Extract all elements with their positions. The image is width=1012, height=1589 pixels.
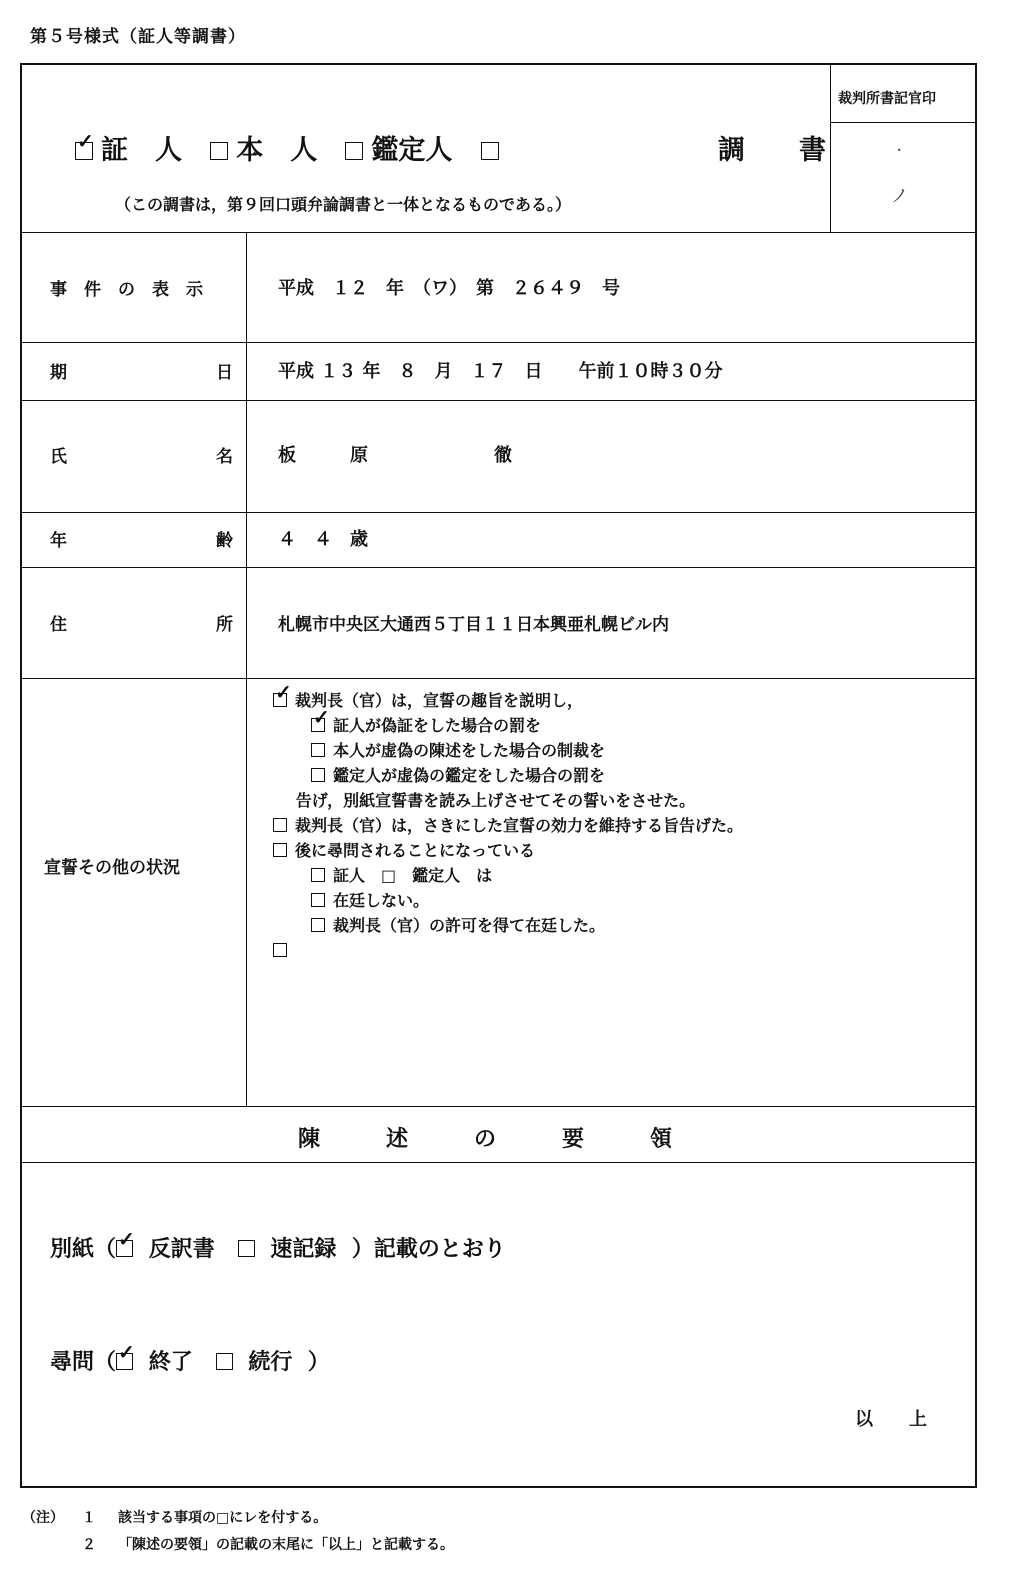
statement-line1	[50, 1232, 506, 1263]
line2-suffix: ）	[307, 1349, 330, 1375]
rule-2	[20, 342, 977, 343]
oath-line-text: 鑑定人が虚偽の鑑定をした場合の罰を	[333, 766, 606, 785]
rule-6	[20, 678, 977, 679]
rule-1	[20, 232, 977, 233]
name-label-b: 名	[216, 447, 233, 467]
heading-subtitle: （この調書は，第９回口頭弁論調書と一体となるものである。）	[115, 195, 572, 214]
label-divider	[246, 232, 247, 1106]
line2-opt2: 続行	[248, 1349, 293, 1375]
note-1-text: 該当する事項の□にレを付する。	[118, 1510, 328, 1526]
heading	[75, 128, 507, 167]
statement-title: 陳 述 の 要 領	[298, 1126, 673, 1152]
oath-line	[273, 888, 743, 913]
oath-line-text: 裁判長（官）は，さきにした宣誓の効力を維持する旨告げた。	[295, 816, 744, 835]
case-value: 平成 １２ 年 （ワ） 第 ２６４９ 号	[278, 278, 620, 299]
oath-line-text: 本人が虚偽の陳述をした場合の制裁を	[333, 741, 606, 760]
notes-prefix: （注）	[22, 1510, 64, 1526]
address-label-a: 住	[50, 615, 67, 635]
oath-line-text: 裁判長（官）の許可を得て在廷した。	[333, 916, 606, 935]
rule-3	[20, 400, 977, 401]
oath-checkbox[interactable]	[311, 918, 325, 932]
heading-check-expert[interactable]	[345, 142, 363, 160]
heading-check-other[interactable]	[481, 142, 499, 160]
rule-8	[20, 1162, 977, 1163]
note-2-text: 「陳述の要領」の記載の末尾に「以上」と記載する。	[118, 1537, 454, 1553]
note-2-num: ２	[82, 1537, 96, 1553]
oath-checkbox[interactable]	[311, 893, 325, 907]
oath-checkbox[interactable]	[311, 743, 325, 757]
oath-checkbox[interactable]	[311, 868, 325, 882]
oath-line-text: 裁判長（官）は，宣誓の趣旨を説明し，	[295, 691, 584, 710]
oath-line	[273, 763, 743, 788]
name-value: 板 原 徹	[278, 445, 512, 466]
age-value: ４ ４ 歳	[278, 529, 368, 550]
note-1-num: １	[82, 1510, 96, 1526]
oath-label: 宣誓その他の状況	[44, 858, 180, 878]
oath-line	[273, 938, 743, 963]
check-finished[interactable]	[116, 1353, 133, 1370]
oath-checkbox[interactable]	[273, 818, 287, 832]
oath-line-text: 証人が偽証をした場合の罰を	[333, 716, 542, 735]
oath-checkbox[interactable]	[311, 768, 325, 782]
rule-7	[20, 1106, 977, 1107]
address-label-b: 所	[216, 615, 233, 635]
oath-line-text: 在廷しない。	[333, 891, 430, 910]
line1-suffix: ）記載のとおり	[351, 1236, 506, 1262]
oath-line	[273, 788, 743, 813]
oath-line	[273, 713, 743, 738]
heading-title: 調 書	[718, 135, 826, 166]
heading-check-witness[interactable]	[75, 142, 93, 160]
date-label-b: 日	[216, 363, 233, 383]
oath-line	[273, 863, 743, 888]
check-continue[interactable]	[216, 1353, 233, 1370]
oath-lines	[273, 688, 743, 963]
heading-option-expert: 鑑定人	[371, 135, 453, 166]
seal-label: 裁判所書記官印	[838, 91, 936, 107]
end-mark: 以 上	[855, 1409, 927, 1430]
oath-line	[273, 688, 743, 713]
line2-prefix: 尋問（	[50, 1349, 117, 1375]
line1-opt2: 速記録	[270, 1236, 337, 1262]
rule-5	[20, 567, 977, 568]
oath-line	[273, 813, 743, 838]
check-transcript[interactable]	[116, 1240, 133, 1257]
oath-line-text: 告げ，別紙宣誓書を読み上げさせてその誓いをさせた。	[295, 791, 696, 810]
oath-checkbox[interactable]	[273, 943, 287, 957]
seal-box: · ノ	[862, 140, 909, 207]
line1-opt1: 反訳書	[148, 1236, 215, 1262]
oath-line	[273, 913, 743, 938]
age-label-b: 齢	[216, 531, 233, 551]
address-value: 札幌市中央区大通西５丁目１１日本興亜札幌ビル内	[278, 615, 669, 635]
rule-4	[20, 512, 977, 513]
check-stenograph[interactable]	[238, 1240, 255, 1257]
line1-prefix: 別紙（	[50, 1236, 117, 1262]
seal-label-line	[830, 122, 977, 123]
oath-checkbox[interactable]	[273, 843, 287, 857]
date-label-a: 期	[50, 363, 67, 383]
heading-option-witness: 証 人	[101, 135, 182, 166]
age-label-a: 年	[50, 531, 67, 551]
oath-line-text: 証人 □ 鑑定人 は	[333, 866, 493, 885]
oath-checkbox[interactable]	[311, 718, 325, 732]
line2-opt1: 終了	[148, 1349, 193, 1375]
seal-divider	[830, 63, 831, 232]
oath-line	[273, 838, 743, 863]
heading-check-party[interactable]	[210, 142, 228, 160]
date-value: 平成 １３ 年 ８ 月 １７ 日 午前１０時３０分	[278, 361, 723, 382]
case-label: 事 件 の 表 示	[50, 280, 203, 300]
statement-line2	[50, 1345, 330, 1376]
oath-checkbox[interactable]	[273, 693, 287, 707]
name-label-a: 氏	[50, 447, 67, 467]
form-title: 第５号様式（証人等調書）	[30, 27, 246, 47]
oath-line	[273, 738, 743, 763]
heading-option-party: 本 人	[236, 135, 318, 166]
oath-line-text: 後に尋問されることになっている	[295, 841, 536, 860]
